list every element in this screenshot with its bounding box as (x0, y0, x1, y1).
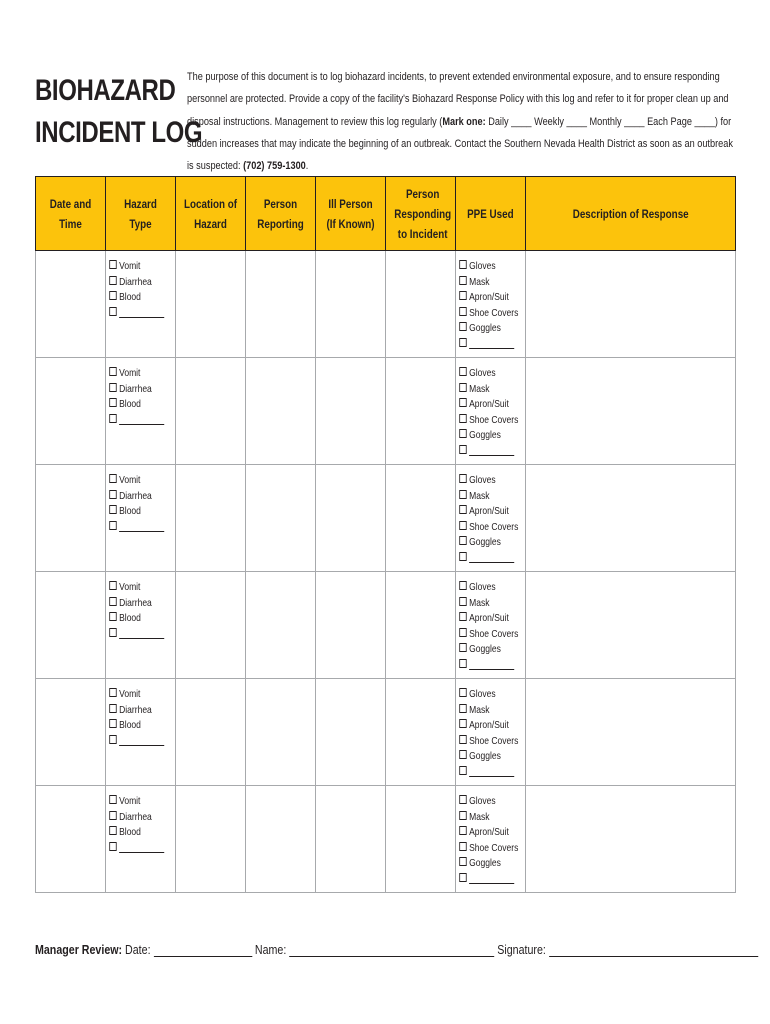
other-blank-field[interactable] (119, 521, 164, 532)
ppe-option-label: Gloves (469, 582, 496, 593)
other-blank-field[interactable] (119, 628, 164, 639)
checkbox[interactable] (459, 383, 466, 392)
ppe-option[interactable] (459, 703, 533, 719)
date-time-cell[interactable] (36, 465, 106, 572)
name-label: Name: (254, 942, 287, 957)
ppe-option[interactable] (459, 366, 533, 382)
ppe-option[interactable] (459, 321, 533, 337)
header-date-time: Date and Time (36, 177, 106, 251)
hazard-option[interactable] (109, 489, 183, 505)
checkbox[interactable] (459, 643, 466, 652)
ppe-option[interactable] (459, 520, 533, 536)
other-blank-field[interactable] (469, 766, 514, 777)
checkbox[interactable] (109, 795, 116, 804)
ill-person-cell[interactable] (316, 251, 386, 358)
hazard-checklist (106, 572, 183, 642)
person-reporting-cell[interactable] (246, 465, 316, 572)
other-blank-field[interactable] (119, 735, 164, 746)
ppe-option[interactable] (459, 749, 533, 765)
hazard-option-label: Vomit (119, 689, 141, 700)
hazard-option[interactable] (109, 275, 183, 291)
hazard-option-label: Diarrhea (119, 276, 152, 288)
checkbox[interactable] (459, 490, 466, 499)
ppe-used-cell[interactable] (456, 572, 526, 679)
ppe-option-label: Apron/Suit (469, 506, 509, 518)
checkbox[interactable] (459, 688, 466, 697)
header-description: Description of Response (526, 177, 736, 251)
title-line-1: BIOHAZARD (35, 74, 176, 107)
header-person-responding: Person Responding to Incident (386, 177, 456, 251)
person-responding-cell[interactable] (386, 679, 456, 786)
intro-text-2: Daily ____ Weekly ____ Monthly ____ Each Page ____) for sudden increases that may indicate the beginning of an outbreak. Contact the Southern Nevada Health District as soon as an outbreak is suspected: (187, 115, 733, 173)
description-cell[interactable] (526, 465, 736, 572)
ppe-option[interactable] (459, 687, 533, 703)
ppe-option-label: Shoe Covers (469, 307, 519, 319)
checkbox[interactable] (109, 842, 116, 851)
ppe-option-label: Goggles (469, 858, 501, 870)
ppe-option-label: Gloves (469, 368, 496, 379)
hazard-other-option[interactable] (109, 841, 183, 857)
hazard-option[interactable] (109, 382, 183, 398)
checkbox[interactable] (459, 552, 466, 561)
ill-person-cell[interactable] (316, 572, 386, 679)
hazard-option[interactable] (109, 687, 183, 703)
checkbox[interactable] (109, 505, 116, 514)
hazard-checklist (106, 679, 183, 749)
ppe-option[interactable] (459, 841, 533, 857)
ppe-option[interactable] (459, 825, 533, 841)
ill-person-cell[interactable] (316, 358, 386, 465)
header-location: Location of Hazard (176, 177, 246, 251)
checkbox[interactable] (109, 474, 116, 483)
hazard-option[interactable] (109, 611, 183, 627)
hazard-type-cell[interactable] (106, 679, 176, 786)
ppe-option[interactable] (459, 382, 533, 398)
ppe-checklist (456, 572, 533, 674)
hazard-checklist (106, 465, 183, 535)
checkbox[interactable] (109, 826, 116, 835)
hazard-option[interactable] (109, 825, 183, 841)
checkbox[interactable] (109, 581, 116, 590)
hazard-option-label: Vomit (119, 796, 141, 807)
checkbox[interactable] (459, 735, 466, 744)
checkbox[interactable] (109, 735, 116, 744)
ppe-option[interactable] (459, 611, 533, 627)
intro-text-3: . (305, 160, 309, 173)
checkbox[interactable] (109, 688, 116, 697)
checkbox[interactable] (459, 367, 466, 376)
hazard-type-cell[interactable] (106, 465, 176, 572)
description-cell[interactable] (526, 679, 736, 786)
ppe-option-label: Mask (469, 704, 490, 716)
checkbox[interactable] (459, 291, 466, 300)
date-time-cell[interactable] (36, 572, 106, 679)
hazard-option-label: Diarrhea (119, 490, 152, 502)
hazard-option-label: Vomit (119, 368, 141, 379)
hazard-option-label: Blood (119, 506, 141, 518)
checkbox[interactable] (109, 490, 116, 499)
checkbox[interactable] (459, 474, 466, 483)
table-row (36, 679, 736, 786)
header-ppe-used: PPE Used (456, 177, 526, 251)
checkbox[interactable] (459, 338, 466, 347)
ppe-option-label: Gloves (469, 689, 496, 700)
ppe-option-label: Goggles (469, 644, 501, 656)
hazard-other-option[interactable] (109, 627, 183, 643)
description-cell[interactable] (526, 251, 736, 358)
manager-review-footer (35, 940, 740, 960)
ppe-option-label: Goggles (469, 430, 501, 442)
ppe-option-label: Apron/Suit (469, 399, 509, 411)
title-line-2: INCIDENT LOG (35, 116, 203, 149)
checkbox[interactable] (109, 704, 116, 713)
checkbox[interactable] (459, 581, 466, 590)
ppe-other-option[interactable] (459, 551, 533, 567)
checkbox[interactable] (459, 766, 466, 775)
checkbox[interactable] (459, 857, 466, 866)
person-reporting-cell[interactable] (246, 251, 316, 358)
hazard-option[interactable] (109, 718, 183, 734)
description-cell[interactable] (526, 786, 736, 893)
location-cell[interactable] (176, 572, 246, 679)
hazard-checklist (106, 786, 183, 856)
document-title (35, 70, 203, 154)
ppe-option[interactable] (459, 489, 533, 505)
checkbox[interactable] (109, 398, 116, 407)
ppe-option-label: Gloves (469, 261, 496, 272)
ppe-option-label: Mask (469, 276, 490, 288)
date-time-cell[interactable] (36, 251, 106, 358)
person-reporting-cell[interactable] (246, 358, 316, 465)
incident-log-table (35, 176, 736, 893)
checkbox[interactable] (459, 398, 466, 407)
ppe-option[interactable] (459, 290, 533, 306)
signature-field[interactable] (549, 942, 758, 957)
checkbox[interactable] (459, 276, 466, 285)
ppe-option-label: Mask (469, 383, 490, 395)
ppe-option[interactable] (459, 596, 533, 612)
ppe-option[interactable] (459, 794, 533, 810)
other-blank-field[interactable] (469, 338, 514, 349)
manager-review-label: Manager Review: (35, 942, 123, 957)
checkbox[interactable] (459, 628, 466, 637)
checkbox[interactable] (109, 276, 116, 285)
checkbox[interactable] (459, 795, 466, 804)
hazard-option[interactable] (109, 794, 183, 810)
hazard-option[interactable] (109, 580, 183, 596)
ppe-option-label: Apron/Suit (469, 827, 509, 839)
checkbox[interactable] (109, 628, 116, 637)
ppe-used-cell[interactable] (456, 679, 526, 786)
ppe-option[interactable] (459, 413, 533, 429)
checkbox[interactable] (459, 659, 466, 668)
person-responding-cell[interactable] (386, 465, 456, 572)
location-cell[interactable] (176, 251, 246, 358)
ill-person-cell[interactable] (316, 786, 386, 893)
hazard-type-cell[interactable] (106, 358, 176, 465)
ppe-option[interactable] (459, 810, 533, 826)
ppe-option[interactable] (459, 473, 533, 489)
table-row (36, 251, 736, 358)
ppe-option-label: Goggles (469, 751, 501, 763)
header-person-reporting: Person Reporting (246, 177, 316, 251)
signature-label: Signature: (497, 942, 546, 957)
hazard-option[interactable] (109, 290, 183, 306)
ppe-used-cell[interactable] (456, 358, 526, 465)
hazard-option-label: Vomit (119, 582, 141, 593)
ppe-option[interactable] (459, 734, 533, 750)
ppe-option-label: Apron/Suit (469, 292, 509, 304)
checkbox[interactable] (459, 704, 466, 713)
intro-text-1: The purpose of this document is to log biohazard incidents, to prevent extended environmental exposure, and to ensure responding personnel are protected. Provide a copy of the facility's Biohazard Response Policy with this log and refer to it for proper clean up and disposal instructions. Management to review this log regularly ( (187, 71, 729, 128)
mark-one-label: Mark one: (442, 115, 486, 128)
checkbox[interactable] (459, 750, 466, 759)
header-ill-person: Ill Person (If Known) (316, 177, 386, 251)
ppe-option-label: Mask (469, 490, 490, 502)
ppe-option-label: Goggles (469, 537, 501, 549)
ppe-option-label: Mask (469, 811, 490, 823)
table-row (36, 465, 736, 572)
description-cell[interactable] (526, 358, 736, 465)
hazard-type-cell[interactable] (106, 572, 176, 679)
checkbox[interactable] (459, 842, 466, 851)
checkbox[interactable] (459, 521, 466, 530)
hazard-option[interactable] (109, 596, 183, 612)
ppe-option[interactable] (459, 259, 533, 275)
checkbox[interactable] (459, 811, 466, 820)
ppe-option-label: Gloves (469, 796, 496, 807)
hazard-option-label: Blood (119, 399, 141, 411)
hazard-option-label: Vomit (119, 475, 141, 486)
location-cell[interactable] (176, 679, 246, 786)
ppe-checklist (456, 679, 533, 781)
checkbox[interactable] (109, 383, 116, 392)
hazard-option-label: Diarrhea (119, 383, 152, 395)
hazard-option[interactable] (109, 259, 183, 275)
other-blank-field[interactable] (469, 873, 514, 884)
ppe-other-option[interactable] (459, 444, 533, 460)
other-blank-field[interactable] (469, 445, 514, 456)
ppe-option-label: Mask (469, 597, 490, 609)
hazard-other-option[interactable] (109, 306, 183, 322)
name-field[interactable] (289, 942, 494, 957)
ppe-other-option[interactable] (459, 658, 533, 674)
ppe-option[interactable] (459, 718, 533, 734)
ppe-option-label: Shoe Covers (469, 414, 519, 426)
ppe-option-label: Shoe Covers (469, 521, 519, 533)
hazard-option-label: Vomit (119, 261, 141, 272)
ppe-other-option[interactable] (459, 765, 533, 781)
ppe-option[interactable] (459, 306, 533, 322)
checkbox[interactable] (459, 873, 466, 882)
checkbox[interactable] (109, 260, 116, 269)
hazard-option[interactable] (109, 366, 183, 382)
checkbox[interactable] (459, 719, 466, 728)
table-header-row (36, 177, 736, 251)
hazard-option-label: Diarrhea (119, 597, 152, 609)
table-body (36, 251, 736, 893)
other-blank-field[interactable] (469, 552, 514, 563)
checkbox[interactable] (459, 414, 466, 423)
checkbox[interactable] (459, 445, 466, 454)
ppe-option-label: Shoe Covers (469, 628, 519, 640)
ppe-option[interactable] (459, 428, 533, 444)
date-time-cell[interactable] (36, 358, 106, 465)
checkbox[interactable] (109, 811, 116, 820)
checkbox[interactable] (459, 536, 466, 545)
header-hazard-type: Hazard Type (106, 177, 176, 251)
table-row (36, 786, 736, 893)
hazard-option-label: Diarrhea (119, 811, 152, 823)
checkbox[interactable] (109, 612, 116, 621)
table-row (36, 572, 736, 679)
hazard-other-option[interactable] (109, 413, 183, 429)
hazard-option[interactable] (109, 703, 183, 719)
ppe-checklist (456, 358, 533, 460)
person-responding-cell[interactable] (386, 251, 456, 358)
table-row (36, 358, 736, 465)
person-responding-cell[interactable] (386, 786, 456, 893)
hazard-option[interactable] (109, 473, 183, 489)
person-reporting-cell[interactable] (246, 679, 316, 786)
other-blank-field[interactable] (119, 307, 164, 318)
hazard-other-option[interactable] (109, 734, 183, 750)
checkbox[interactable] (459, 505, 466, 514)
ppe-option-label: Gloves (469, 475, 496, 486)
hazard-type-cell[interactable] (106, 251, 176, 358)
checkbox[interactable] (459, 307, 466, 316)
ppe-checklist (456, 786, 533, 888)
checkbox[interactable] (109, 597, 116, 606)
ppe-used-cell[interactable] (456, 786, 526, 893)
person-reporting-cell[interactable] (246, 786, 316, 893)
person-responding-cell[interactable] (386, 572, 456, 679)
hazard-option-label: Diarrhea (119, 704, 152, 716)
ppe-option-label: Goggles (469, 323, 501, 335)
description-cell[interactable] (526, 572, 736, 679)
hazard-option[interactable] (109, 504, 183, 520)
ppe-other-option[interactable] (459, 872, 533, 888)
ppe-checklist (456, 251, 533, 353)
ppe-checklist (456, 465, 533, 567)
date-time-cell[interactable] (36, 679, 106, 786)
intro-paragraph (187, 66, 734, 177)
hazard-checklist (106, 358, 183, 428)
hazard-checklist (106, 251, 183, 321)
ppe-option[interactable] (459, 504, 533, 520)
checkbox[interactable] (109, 307, 116, 316)
hazard-option-label: Blood (119, 292, 141, 304)
date-label: Date: (125, 942, 151, 957)
location-cell[interactable] (176, 465, 246, 572)
ppe-option[interactable] (459, 275, 533, 291)
ppe-used-cell[interactable] (456, 465, 526, 572)
checkbox[interactable] (109, 291, 116, 300)
ppe-option-label: Shoe Covers (469, 735, 519, 747)
hazard-type-cell[interactable] (106, 786, 176, 893)
other-blank-field[interactable] (119, 414, 164, 425)
ill-person-cell[interactable] (316, 465, 386, 572)
other-blank-field[interactable] (119, 842, 164, 853)
hazard-option-label: Blood (119, 720, 141, 732)
date-field[interactable] (154, 942, 252, 957)
checkbox[interactable] (109, 367, 116, 376)
checkbox[interactable] (459, 826, 466, 835)
hazard-option[interactable] (109, 397, 183, 413)
checkbox[interactable] (459, 612, 466, 621)
hazard-option-label: Blood (119, 613, 141, 625)
checkbox[interactable] (459, 322, 466, 331)
person-reporting-cell[interactable] (246, 572, 316, 679)
health-district-phone: (702) 759-1300 (243, 160, 306, 173)
ppe-option[interactable] (459, 627, 533, 643)
checkbox[interactable] (109, 719, 116, 728)
ppe-option[interactable] (459, 856, 533, 872)
ppe-option[interactable] (459, 580, 533, 596)
checkbox[interactable] (459, 429, 466, 438)
checkbox[interactable] (109, 414, 116, 423)
ppe-option[interactable] (459, 535, 533, 551)
ill-person-cell[interactable] (316, 679, 386, 786)
other-blank-field[interactable] (469, 659, 514, 670)
hazard-option-label: Blood (119, 827, 141, 839)
ppe-option-label: Apron/Suit (469, 720, 509, 732)
person-responding-cell[interactable] (386, 358, 456, 465)
hazard-other-option[interactable] (109, 520, 183, 536)
checkbox[interactable] (459, 260, 466, 269)
ppe-other-option[interactable] (459, 337, 533, 353)
checkbox[interactable] (459, 597, 466, 606)
checkbox[interactable] (109, 521, 116, 530)
location-cell[interactable] (176, 358, 246, 465)
ppe-option-label: Shoe Covers (469, 842, 519, 854)
ppe-option[interactable] (459, 642, 533, 658)
ppe-option-label: Apron/Suit (469, 613, 509, 625)
ppe-used-cell[interactable] (456, 251, 526, 358)
ppe-option[interactable] (459, 397, 533, 413)
hazard-option[interactable] (109, 810, 183, 826)
date-time-cell[interactable] (36, 786, 106, 893)
location-cell[interactable] (176, 786, 246, 893)
